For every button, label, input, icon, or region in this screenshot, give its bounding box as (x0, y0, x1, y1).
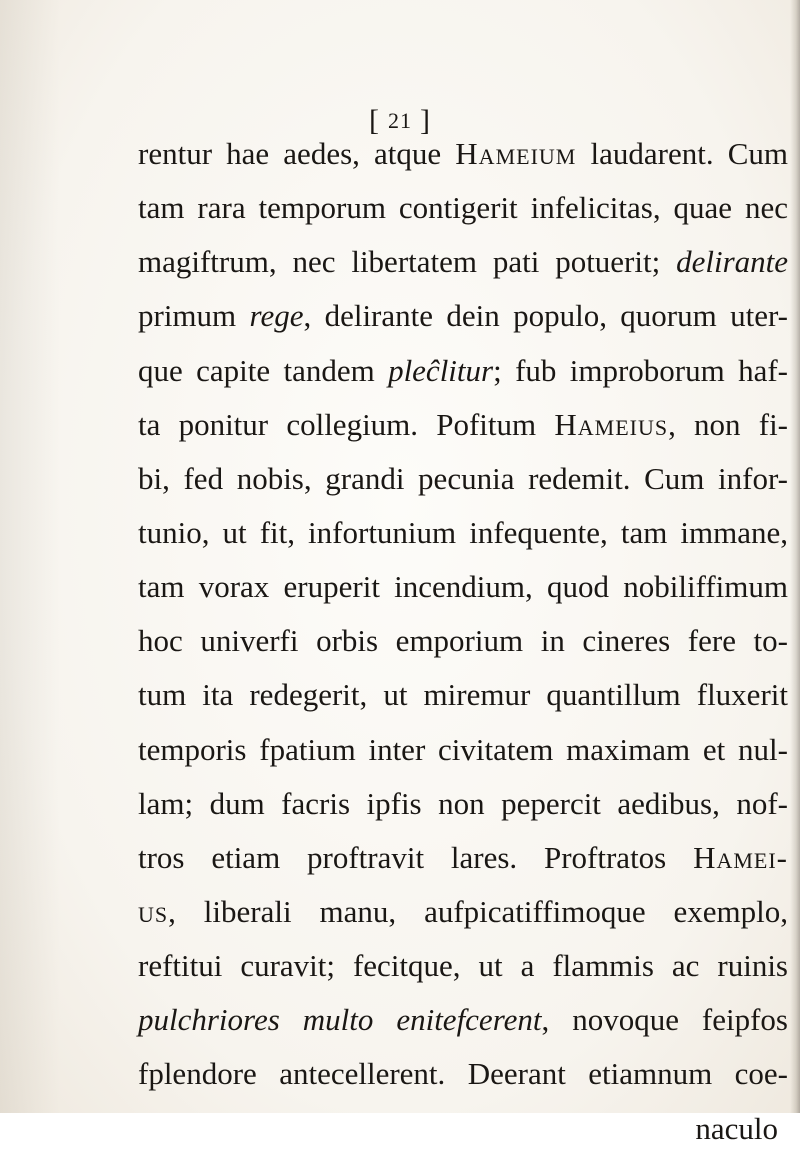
body-text (138, 127, 788, 1156)
text-run: laudarent. Cum (576, 136, 788, 171)
text-run: tunio, ut fit, infortunium infequente, tam immane, (138, 514, 788, 550)
smallcaps-run: Hameium (455, 136, 577, 171)
text-run: , non fi- (668, 406, 789, 442)
text-line (138, 777, 788, 831)
text-run: hoc univerfi orbis emporium in cineres fere to- (138, 623, 788, 659)
text-run: tros etiam proftravit lares. Proftratos (138, 839, 694, 875)
text-run: rentur hae aedes, atque (138, 136, 456, 171)
text-run: tum ita redegerit, ut miremur quantillum fluxerit (138, 677, 788, 713)
page-edge-right (790, 0, 800, 1113)
text-run: primum (138, 298, 250, 334)
text-line (138, 614, 788, 668)
text-run: naculo (695, 1110, 778, 1146)
text-run: tam rara temporum contigerit infelicitas, quae nec (138, 190, 788, 226)
text-line (138, 452, 788, 506)
italic-run: rege (249, 298, 304, 334)
text-run: ta ponitur collegium. Pofitum (138, 406, 555, 442)
text-run: , delirante dein populo, quorum uter- (303, 298, 788, 334)
text-line (138, 560, 788, 614)
page-number: 21 (388, 108, 412, 133)
text-line (138, 1047, 788, 1101)
text-run: que capite tandem (138, 352, 389, 388)
text-run: fplendore antecellerent. Deerant etiamnum coe- (138, 1056, 788, 1092)
text-line (138, 127, 788, 181)
text-line (138, 289, 788, 343)
text-run: reftitui curavit; fecitque, ut a flammis ac ruinis (138, 948, 788, 984)
text-run: bi, fed nobis, grandi pecunia redemit. Cum infor- (138, 460, 788, 496)
bracket-close: ] (420, 104, 431, 137)
text-line (138, 506, 788, 560)
page-shadow-left (0, 0, 60, 1113)
text-line (138, 235, 788, 289)
text-line (138, 723, 788, 777)
text-line (138, 939, 788, 993)
text-line (138, 344, 788, 398)
text-line (138, 993, 788, 1047)
text-line (138, 668, 788, 722)
text-line (138, 398, 788, 452)
text-run: magiftrum, nec libertatem pati potuerit; (138, 244, 677, 280)
text-run: lam; dum facris ipfis non pepercit aedibus, nof- (138, 785, 788, 821)
text-run: tam vorax eruperit incendium, quod nobiliffimum (138, 569, 788, 605)
smallcaps-run: us (138, 893, 169, 929)
text-line (138, 831, 788, 885)
smallcaps-run: Hamei- (693, 839, 788, 875)
smallcaps-run: Hameius (554, 406, 669, 442)
text-line (138, 885, 788, 939)
italic-run: pulchriores multo enitefcerent (138, 1002, 542, 1038)
italic-run: pleĉlitur (388, 352, 494, 388)
bracket-open: [ (369, 104, 380, 137)
text-run: , novoque feipfos (541, 1002, 788, 1038)
italic-run: delirante (676, 244, 788, 280)
text-run: temporis fpatium inter civitatem maximam et nul- (138, 731, 788, 767)
text-line (138, 181, 788, 235)
text-line (138, 1102, 788, 1156)
text-run: , liberali manu, aufpicatiffimoque exemplo, (168, 893, 788, 929)
text-run: ; fub improborum haf- (493, 352, 788, 388)
